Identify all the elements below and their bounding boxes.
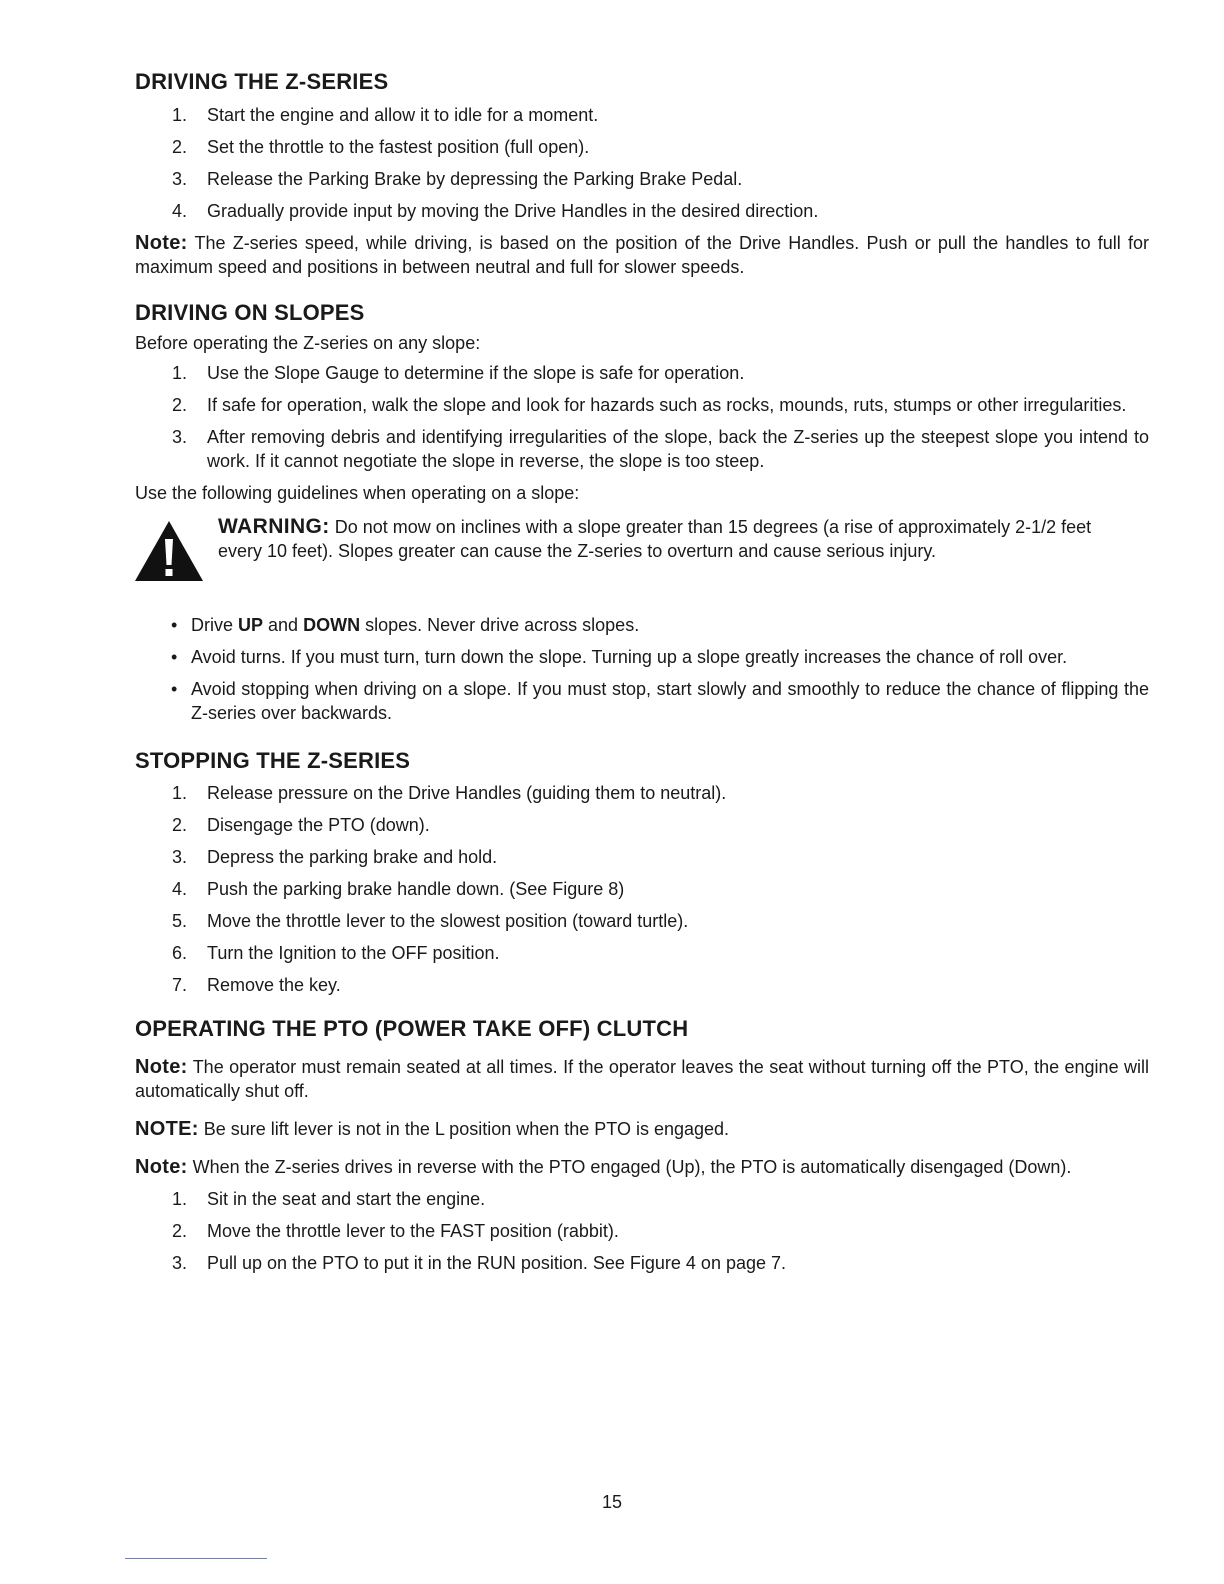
step-number: 3. <box>172 1253 188 1273</box>
list-item <box>135 781 1149 805</box>
step-number: 6. <box>172 943 188 963</box>
step-number: 2. <box>172 1221 188 1241</box>
bullet-dot: • <box>171 647 178 667</box>
list-item <box>135 425 1149 473</box>
section-pto <box>135 1015 1149 1275</box>
warning-text: Do not mow on inclines with a slope greater than 15 degrees (a rise of approximately 2-1/2 feet every 10 feet). Slopes greater can cause the Z-series to overturn and cause serious injury. <box>218 517 1092 561</box>
bullet-text: Drive <box>191 615 239 635</box>
step-number: 1. <box>172 783 188 803</box>
list-item <box>135 103 1149 127</box>
step-number: 7. <box>172 975 188 995</box>
step-text: Gradually provide input by moving the Drive Handles in the desired direction. <box>207 201 819 221</box>
bullet-emphasis: DOWN <box>303 615 361 635</box>
warning-label: WARNING: <box>218 515 330 538</box>
note-label: Note: <box>135 1156 188 1178</box>
step-number: 1. <box>172 105 188 125</box>
step-text: If safe for operation, walk the slope and look for hazards such as rocks, mounds, ruts, stumps or other irregularities. <box>207 395 1127 415</box>
step-text: Turn the Ignition to the OFF position. <box>207 943 500 963</box>
note-text: Be sure lift lever is not in the L position when the PTO is engaged. <box>203 1119 730 1139</box>
bullet-text: Avoid turns. If you must turn, turn down the slope. Turning up a slope greatly increases the chance of roll over. <box>191 647 1068 667</box>
bullet-text: and <box>263 615 304 635</box>
note-text: The Z-series speed, while driving, is based on the position of the Drive Handles. Push or pull the handles to full for maximum speed and positions in between neutral and full for slower speeds. <box>135 233 1149 277</box>
note-text: When the Z-series drives in reverse with the PTO engaged (Up), the PTO is automatically disengaged (Down). <box>192 1157 1072 1177</box>
warning-box <box>135 515 1149 563</box>
step-text: Push the parking brake handle down. (See Figure 8) <box>207 879 625 899</box>
warning-paragraph <box>218 515 1118 563</box>
driving-steps <box>135 103 1149 223</box>
pto-steps <box>135 1187 1149 1275</box>
step-text: Pull up on the PTO to put it in the RUN position. See Figure 4 on page 7. <box>207 1253 787 1273</box>
step-text: Move the throttle lever to the FAST position (rabbit). <box>207 1221 619 1241</box>
list-item <box>135 613 1149 637</box>
list-item <box>135 135 1149 159</box>
bullet-text: Avoid stopping when driving on a slope. If you must stop, start slowly and smoothly to reduce the chance of flipping the Z-series over backwards. <box>191 679 1149 723</box>
driving-note <box>135 231 1149 279</box>
list-item <box>135 361 1149 385</box>
page-number: 15 <box>601 1492 623 1512</box>
guidelines-intro: Use the following guidelines when operating on a slope: <box>135 483 580 503</box>
step-number: 2. <box>172 395 188 415</box>
list-item <box>135 677 1149 725</box>
warning-triangle-icon <box>133 519 205 583</box>
section-title-driving: DRIVING THE Z-SERIES <box>135 69 389 94</box>
list-item <box>135 877 1149 901</box>
list-item <box>135 941 1149 965</box>
list-item <box>135 973 1149 997</box>
step-text: Release the Parking Brake by depressing the Parking Brake Pedal. <box>207 169 743 189</box>
list-item <box>135 199 1149 223</box>
footer-rule <box>125 1558 267 1559</box>
slope-guidelines <box>135 613 1149 725</box>
step-text: Use the Slope Gauge to determine if the slope is safe for operation. <box>207 363 745 383</box>
note-label: NOTE: <box>135 1118 199 1140</box>
section-title-stopping: STOPPING THE Z-SERIES <box>135 748 411 773</box>
list-item <box>135 1187 1149 1211</box>
step-number: 1. <box>172 1189 188 1209</box>
stopping-steps <box>135 781 1149 997</box>
pto-note-3 <box>135 1155 1149 1179</box>
section-title-pto: OPERATING THE PTO (POWER TAKE OFF) CLUTCH <box>135 1016 689 1041</box>
step-number: 3. <box>172 427 188 447</box>
step-number: 3. <box>172 169 188 189</box>
step-number: 1. <box>172 363 188 383</box>
list-item <box>135 167 1149 191</box>
slopes-intro: Before operating the Z-series on any slope: <box>135 333 481 353</box>
bullet-text: slopes. Never drive across slopes. <box>360 615 640 635</box>
list-item <box>135 1251 1149 1275</box>
manual-page <box>135 68 1149 1283</box>
step-text: Sit in the seat and start the engine. <box>207 1189 486 1209</box>
list-item <box>135 393 1149 417</box>
section-driving <box>135 68 1149 279</box>
note-text: The operator must remain seated at all times. If the operator leaves the seat without turning off the PTO, the engine will automatically shut off. <box>135 1057 1149 1101</box>
section-title-slopes: DRIVING ON SLOPES <box>135 300 365 325</box>
list-item <box>135 1219 1149 1243</box>
list-item <box>135 645 1149 669</box>
section-stopping <box>135 747 1149 997</box>
step-text: Move the throttle lever to the slowest position (toward turtle). <box>207 911 689 931</box>
pto-note-2 <box>135 1117 1149 1141</box>
bullet-dot: • <box>171 615 178 635</box>
step-number: 4. <box>172 879 188 899</box>
step-text: After removing debris and identifying irregularities of the slope, back the Z-series up the steepest slope you intend to work. If it cannot negotiate the slope in reverse, the slope is too steep. <box>207 427 1149 471</box>
step-text: Disengage the PTO (down). <box>207 815 430 835</box>
step-number: 5. <box>172 911 188 931</box>
note-label: Note: <box>135 1056 188 1078</box>
step-number: 2. <box>172 815 188 835</box>
bullet-dot: • <box>171 679 178 699</box>
step-text: Set the throttle to the fastest position (full open). <box>207 137 590 157</box>
step-number: 2. <box>172 137 188 157</box>
pto-note-1 <box>135 1055 1149 1103</box>
list-item <box>135 909 1149 933</box>
step-text: Release pressure on the Drive Handles (guiding them to neutral). <box>207 783 727 803</box>
section-slopes <box>135 299 1149 725</box>
step-text: Remove the key. <box>207 975 341 995</box>
step-number: 3. <box>172 847 188 867</box>
step-text: Depress the parking brake and hold. <box>207 847 498 867</box>
bullet-emphasis: UP <box>238 615 264 635</box>
slopes-steps <box>135 361 1149 473</box>
step-text: Start the engine and allow it to idle for a moment. <box>207 105 599 125</box>
note-label: Note: <box>135 232 188 254</box>
list-item <box>135 845 1149 869</box>
list-item <box>135 813 1149 837</box>
step-number: 4. <box>172 201 188 221</box>
